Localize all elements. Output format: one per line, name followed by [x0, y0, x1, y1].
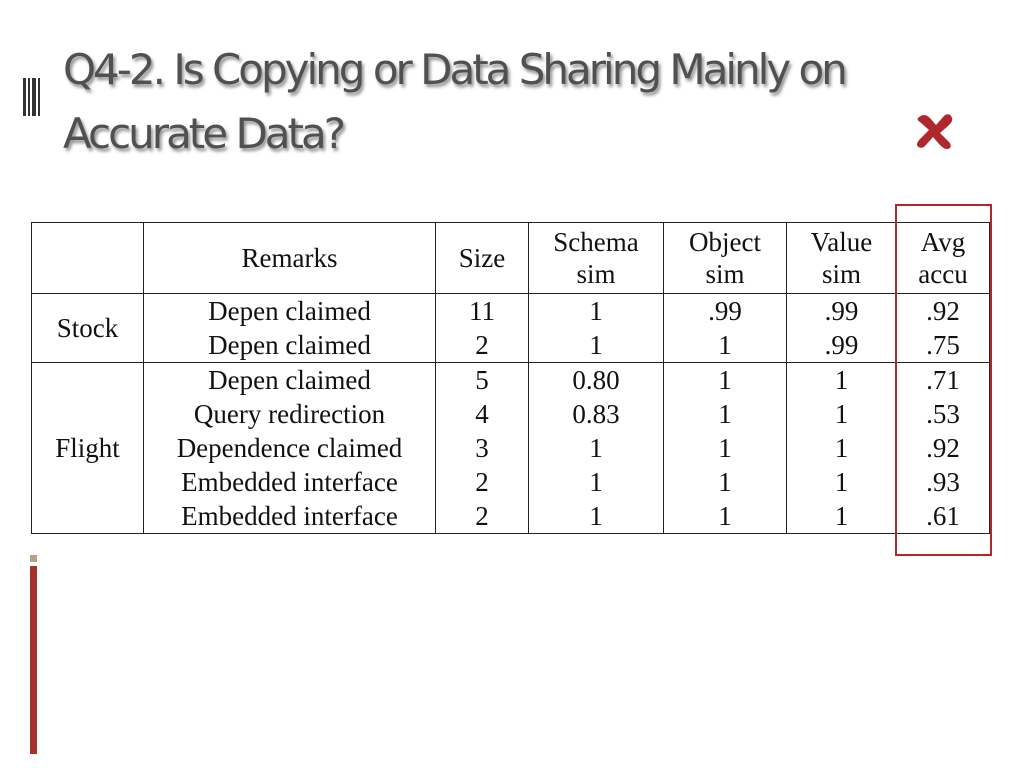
cell-remarks: Depen claimed	[144, 363, 436, 398]
cell-avg-accu: .92	[897, 431, 990, 465]
cell-object-sim: 1	[664, 397, 787, 431]
cell-size: 4	[436, 397, 529, 431]
cell-size: 2	[436, 465, 529, 499]
header-value-sim: Value sim	[787, 223, 897, 294]
cell-value-sim: .99	[787, 294, 897, 329]
cell-avg-accu: .75	[897, 328, 990, 363]
cell-remarks: Embedded interface	[144, 465, 436, 499]
cell-size: 5	[436, 363, 529, 398]
header-remarks: Remarks	[144, 223, 436, 294]
cell-size: 11	[436, 294, 529, 329]
cell-remarks: Query redirection	[144, 397, 436, 431]
slide-title: Q4-2. Is Copying or Data Sharing Mainly on Accurate Data?	[63, 45, 845, 158]
header-schema-sim: Schema sim	[529, 223, 664, 294]
header-group	[32, 223, 144, 294]
table-row	[32, 499, 990, 534]
avg-accu-highlight-box	[895, 204, 992, 556]
group-label-flight: Flight	[32, 363, 144, 534]
header-size: Size	[436, 223, 529, 294]
header-avg-accu: Avg accu	[897, 223, 990, 294]
table-row	[32, 328, 990, 363]
cell-size: 2	[436, 328, 529, 363]
title-bullet-icon	[23, 78, 41, 116]
cell-schema-sim: 0.80	[529, 363, 664, 398]
cell-avg-accu: .53	[897, 397, 990, 431]
cell-object-sim: 1	[664, 499, 787, 534]
cell-schema-sim: 1	[529, 328, 664, 363]
cell-value-sim: 1	[787, 499, 897, 534]
cell-object-sim: .99	[664, 294, 787, 329]
cell-value-sim: 1	[787, 363, 897, 398]
decor-square	[30, 555, 37, 562]
table-row	[32, 431, 990, 465]
cell-schema-sim: 1	[529, 465, 664, 499]
results-table	[31, 222, 990, 534]
group-label-stock: Stock	[32, 294, 144, 363]
cell-size: 2	[436, 499, 529, 534]
cell-schema-sim: 1	[529, 499, 664, 534]
x-mark-icon	[912, 108, 958, 154]
cell-avg-accu: .93	[897, 465, 990, 499]
cell-size: 3	[436, 431, 529, 465]
cell-object-sim: 1	[664, 328, 787, 363]
cell-value-sim: 1	[787, 431, 897, 465]
cell-schema-sim: 1	[529, 294, 664, 329]
decor-bar	[30, 566, 37, 754]
cell-avg-accu: .92	[897, 294, 990, 329]
cell-value-sim: .99	[787, 328, 897, 363]
header-object-sim: Object sim	[664, 223, 787, 294]
cell-object-sim: 1	[664, 465, 787, 499]
table-row	[32, 465, 990, 499]
cell-avg-accu: .71	[897, 363, 990, 398]
cell-avg-accu: .61	[897, 499, 990, 534]
table-header-row	[32, 223, 990, 294]
table-row	[32, 397, 990, 431]
cell-schema-sim: 0.83	[529, 397, 664, 431]
cell-value-sim: 1	[787, 465, 897, 499]
cell-remarks: Embedded interface	[144, 499, 436, 534]
table-row	[32, 294, 990, 329]
cell-object-sim: 1	[664, 431, 787, 465]
table-row	[32, 363, 990, 398]
cell-remarks: Dependence claimed	[144, 431, 436, 465]
cell-remarks: Depen claimed	[144, 328, 436, 363]
cell-value-sim: 1	[787, 397, 897, 431]
cell-object-sim: 1	[664, 363, 787, 398]
cell-schema-sim: 1	[529, 431, 664, 465]
cell-remarks: Depen claimed	[144, 294, 436, 329]
